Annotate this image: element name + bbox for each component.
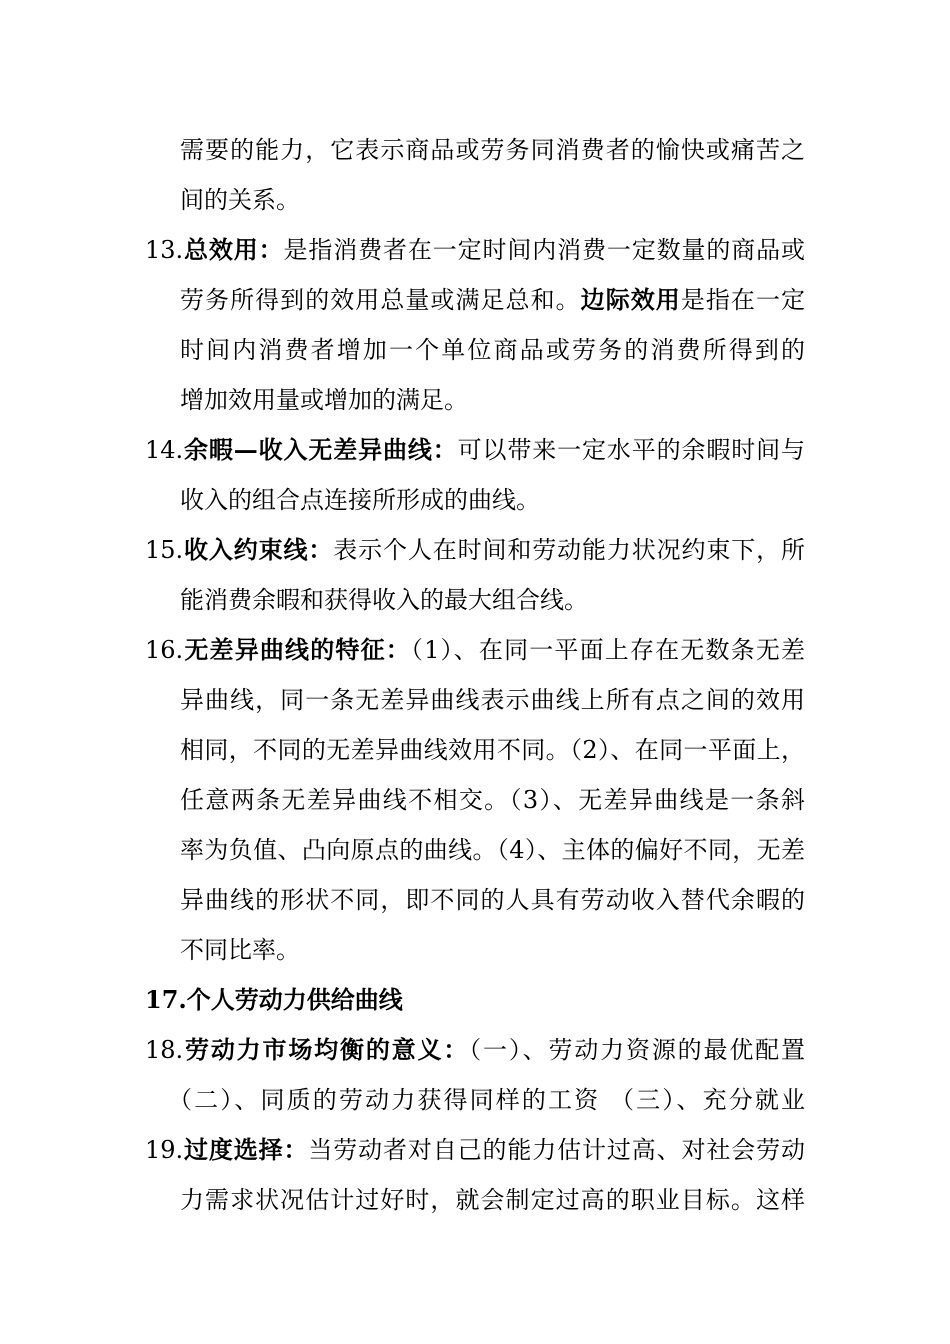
- text-line: [180, 285, 805, 315]
- item-19-line: [145, 1135, 805, 1165]
- item-number: 15.: [145, 536, 184, 564]
- item-number: 18.: [145, 1036, 184, 1064]
- item-number: 13.: [145, 236, 184, 264]
- text-line: 异曲线的形状不同，即不同的人具有劳动收入替代余暇的: [180, 886, 805, 914]
- term-bold: 劳动力市场均衡的意义：: [183, 1035, 470, 1064]
- definition-text: 可以带来一定水平的余暇时间与: [457, 436, 806, 464]
- item-number: 16.: [145, 636, 184, 664]
- definition-text: （1）、在同一平面上存在无数条无差: [410, 636, 805, 664]
- text-line: 能消费余暇和获得收入的最大组合线。: [180, 586, 588, 614]
- term-bold: 过度选择：: [183, 1135, 309, 1164]
- definition-text: （一）、劳动力资源的最优配置: [469, 1036, 806, 1064]
- item-17-heading: 17.个人劳动力供给曲线: [145, 985, 403, 1014]
- definition-text: 劳务所得到的效用总量或满足总和。: [180, 286, 581, 314]
- definition-text: 当劳动者对自己的能力估计过高、对社会劳动: [308, 1136, 806, 1164]
- item-13-line: [145, 235, 805, 265]
- text-line: （二）、同质的劳动力获得同样的工资 （三）、充分就业: [168, 1086, 805, 1114]
- item-14-line: [145, 435, 805, 465]
- item-15-line: [145, 535, 805, 565]
- text-line: 异曲线，同一条无差异曲线表示曲线上所有点之间的效用: [180, 686, 805, 714]
- term-bold: 总效用：: [183, 235, 284, 264]
- item-18-line: [145, 1035, 805, 1065]
- text-line: 任意两条无差异曲线不相交。（3）、无差异曲线是一条斜: [180, 786, 805, 814]
- term-bold: 边际效用: [580, 285, 681, 314]
- text-line: 间的关系。: [180, 186, 300, 214]
- text-line: 收入的组合点连接所形成的曲线。: [180, 486, 540, 514]
- text-line: 时间内消费者增加一个单位商品或劳务的消费所得到的: [180, 336, 805, 364]
- text-line: 增加效用量或增加的满足。: [180, 386, 468, 414]
- term-bold: 无差异曲线的特征：: [183, 635, 411, 664]
- definition-text: 表示个人在时间和劳动能力状况约束下，所: [333, 536, 806, 564]
- item-number: 14.: [145, 436, 184, 464]
- text-line: 相同，不同的无差异曲线效用不同。（2）、在同一平面上，: [180, 736, 805, 764]
- item-number: 19.: [145, 1136, 184, 1164]
- definition-text: 是指在一定: [680, 286, 806, 314]
- item-16-line: [145, 635, 805, 665]
- definition-text: 是指消费者在一定时间内消费一定数量的商品或: [283, 236, 806, 264]
- term-bold: 收入约束线：: [183, 535, 334, 564]
- text-line: 不同比率。: [180, 936, 300, 964]
- term-bold: 余暇—收入无差异曲线：: [183, 435, 458, 464]
- text-line: 需要的能力，它表示商品或劳务同消费者的愉快或痛苦之: [180, 136, 805, 164]
- text-line: 率为负值、凸向原点的曲线。（4）、主体的偏好不同，无差: [180, 836, 805, 864]
- text-line: 力需求状况估计过好时，就会制定过高的职业目标。这样: [180, 1186, 805, 1214]
